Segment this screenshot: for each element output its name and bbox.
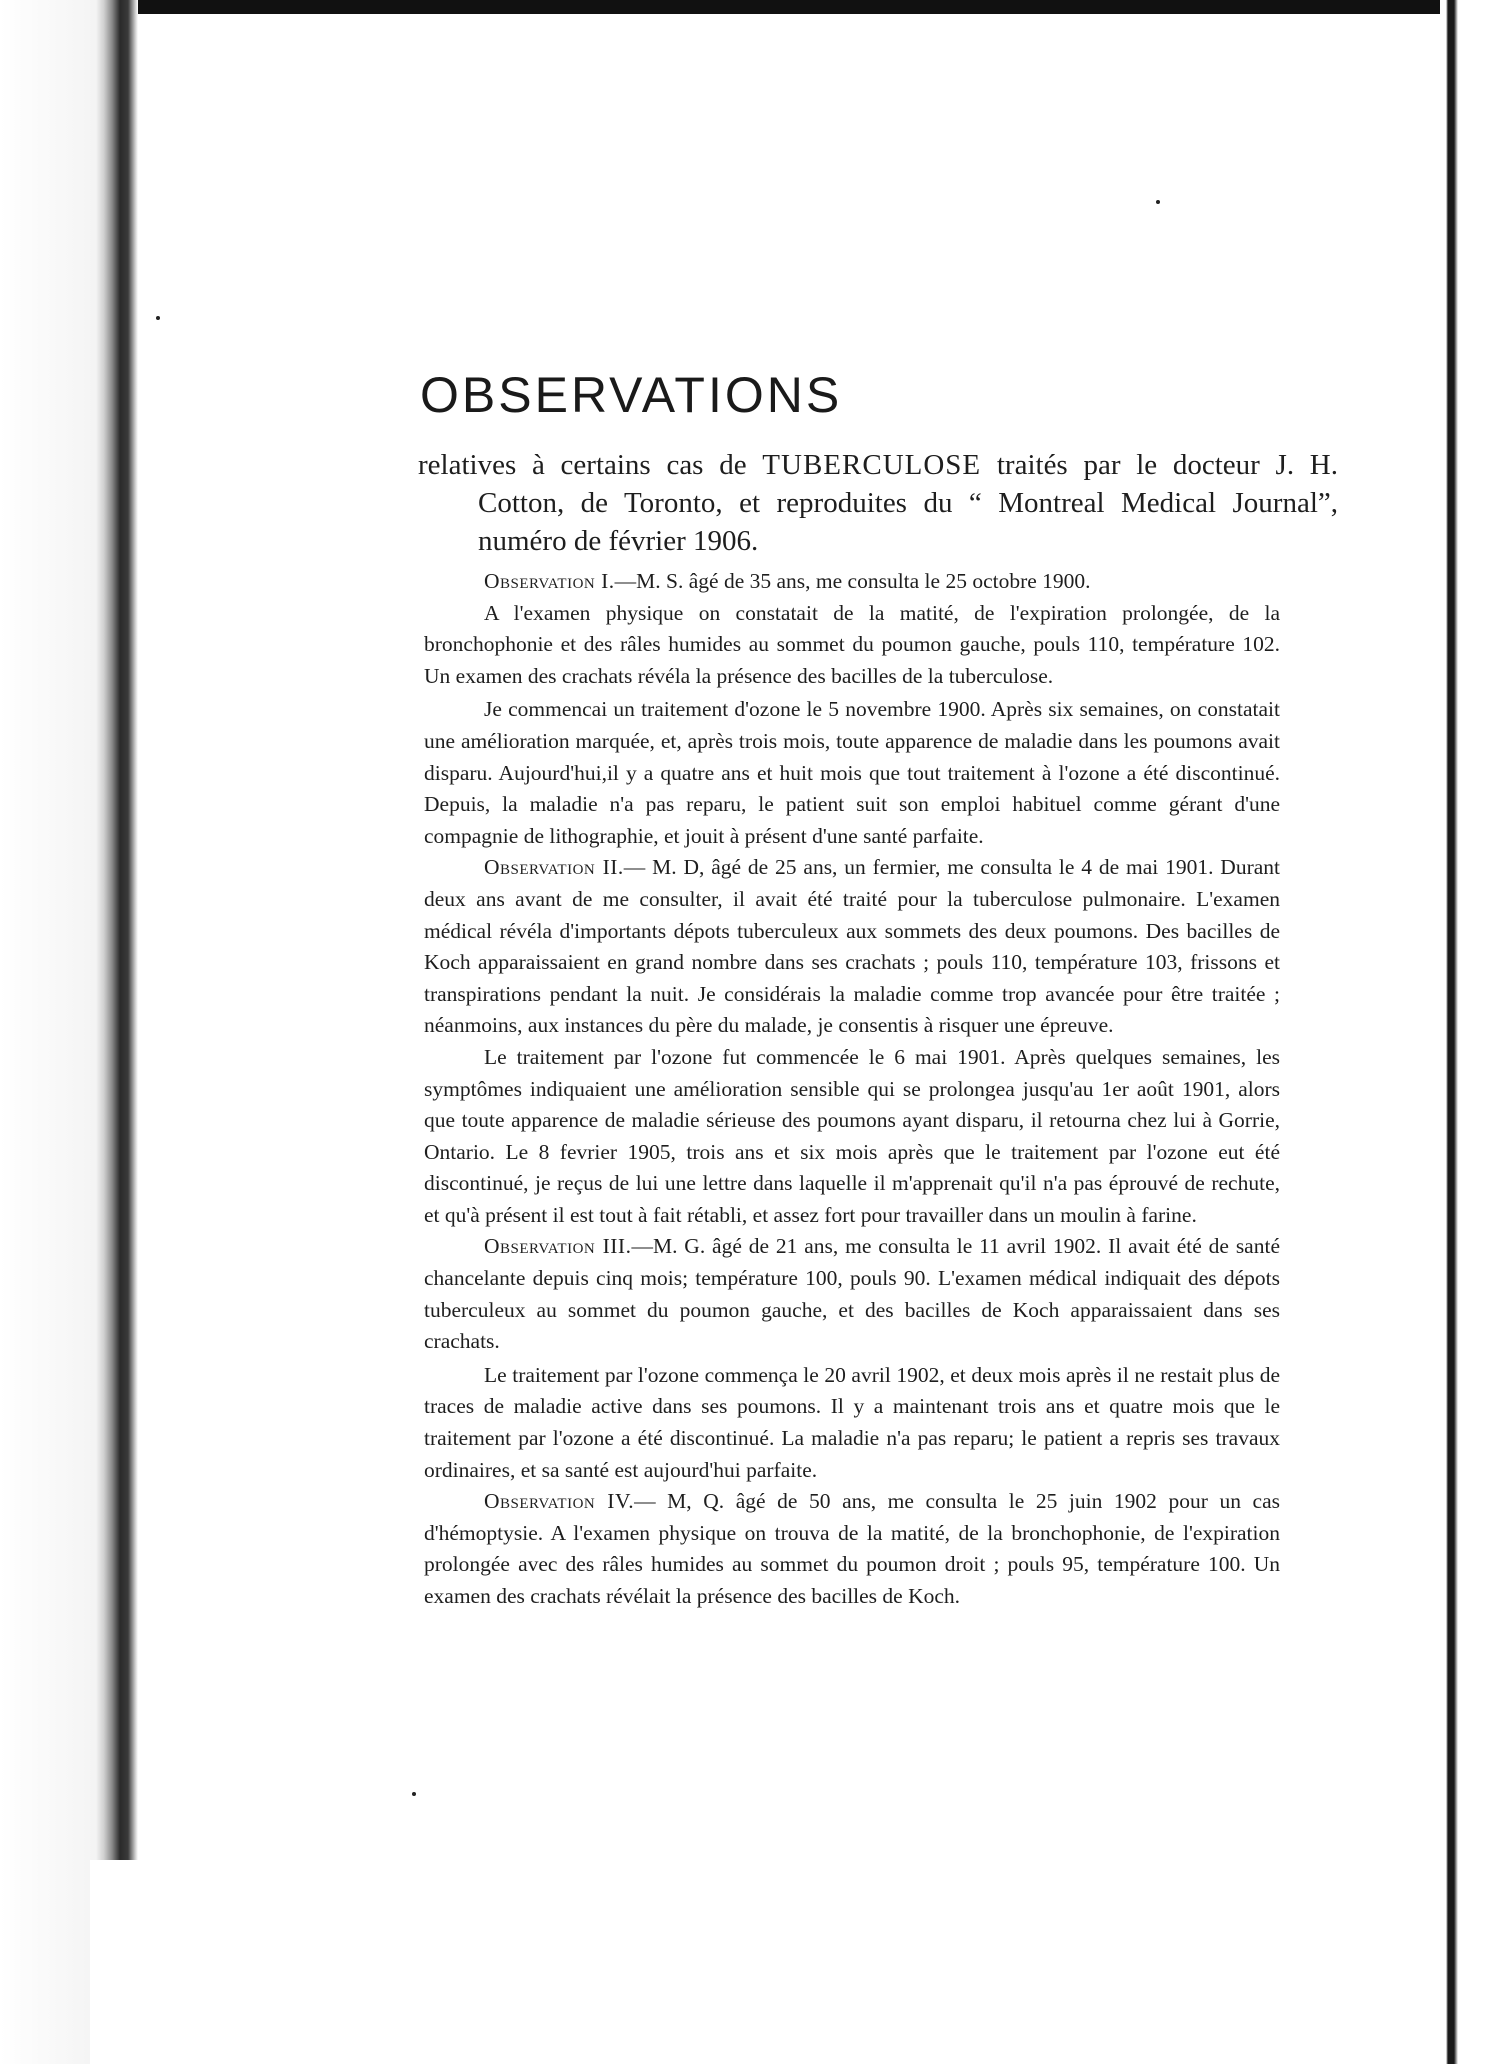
page-subtitle: [418, 446, 1338, 560]
paragraph: [424, 694, 1280, 852]
scan-top-edge: [0, 0, 1488, 14]
paragraph: [424, 852, 1280, 1042]
subtitle-keyword: TUBERCULOSE: [762, 449, 982, 481]
scan-speck: [156, 316, 160, 320]
scan-left-edge: [0, 0, 138, 2064]
scan-right-edge: [1440, 0, 1488, 2064]
paragraph-text: — M, Q. âgé de 50 ans, me consulta le 25 juin 1902 pour un cas d'hémoptysie. A l'examen physique on trouva de la matité, de la bronchophonie, de l'expiration prolongée avec des râles humides au sommet du poumon droit ; pouls 95, température 100. Un examen des crachats révélait la présence des bacilles de Koch.: [424, 1489, 1281, 1608]
subtitle-lead: relatives à certains cas de: [418, 449, 763, 481]
paragraph: [424, 598, 1280, 693]
scan-speck: [1156, 200, 1160, 204]
paragraph: [424, 1486, 1280, 1612]
scan-left-edge-fade: [90, 1860, 138, 2064]
paragraph: [424, 566, 1280, 598]
paragraph: [424, 1042, 1280, 1232]
paragraph: [424, 1360, 1280, 1486]
page-title: OBSERVATIONS: [420, 367, 843, 423]
paragraph-text: Je commencai un traitement d'ozone le 5 novembre 1900. Après six semaines, on constatait une amélioration marquée, et, après trois mois, toute apparence de maladie dans les poumons avait disparu. Aujourd'hui,il y a quatre ans et huit mois que tout traitement à l'ozone a été discontinué. Depuis, la maladie n'a pas reparu, le patient suit son emploi habituel comme gérant d'une compagnie de lithographie, et jouit à présent d'une santé parfaite.: [424, 697, 1280, 848]
paragraph-text: A l'examen physique on constatait de la matité, de l'expiration prolongée, de la bronchophonie et des râles humides au sommet du poumon gauche, pouls 110, température 102. Un examen des crachats révéla la présence des bacilles de la tuberculose.: [424, 600, 1280, 688]
scan-speck: [412, 1792, 416, 1796]
observation-heading: Observation I.: [484, 569, 615, 593]
paragraph-text: —M. S. âgé de 35 ans, me consulta le 25 octobre 1900.: [614, 569, 1091, 593]
paragraph-text: — M. D, âgé de 25 ans, un fermier, me consulta le 4 de mai 1901. Durant deux ans avant de me consulter, il avait été traité pour la tuberculose pulmonaire. L'examen médical révéla d'importants dépots tuberculeux aux sommets des deux poumons. Des bacilles de Koch apparaissaient en grand nombre dans ses crachats ; pouls 110, température 103, frissons et transpirations pendant la nuit. Je considérais la maladie comme trop avancée pour être traitée ; néanmoins, aux instances du père du malade, je consentis à risquer une épreuve.: [424, 855, 1280, 1038]
paragraph: [424, 1231, 1280, 1357]
observations-body: [424, 566, 1280, 1613]
subtitle-rest: traités par le docteur J. H. Cotton, de Toronto, et reproduites du “ Montreal Medical Journal”, numéro de février 1906.: [478, 449, 1338, 557]
observation-heading: Observation IV.: [484, 1489, 635, 1514]
paragraph-text: Le traitement par l'ozone commença le 20 avril 1902, et deux mois après il ne restait plus de traces de maladie active dans ses poumons. Il y a maintenant trois ans et quatre mois que le traitement par l'ozone a été discontinué. La maladie n'a pas reparu; le patient a repris ses travaux ordinaires, et sa santé est aujourd'hui parfaite.: [424, 1362, 1280, 1482]
paragraph-text: Le traitement par l'ozone fut commencée le 6 mai 1901. Après quelques semaines, les symptômes indiquaient une amélioration sensible qui se prolongea jusqu'au 1er août 1901, alors que toute apparence de maladie sérieuse des poumons ayant disparu, il retourna chez lui à Gorrie, Ontario. Le 8 fevrier 1905, trois ans et six mois après que le traitement par l'ozone eut été discontinué, je reçus de lui une lettre dans laquelle il m'apprenait qu'il n'a pas éprouvé de rechute, et qu'à présent il est tout à fait rétabli, et assez fort pour travailler dans un moulin à farine.: [424, 1044, 1280, 1227]
paragraph-text: —M. G. âgé de 21 ans, me consulta le 11 avril 1902. Il avait été de santé chancelante depuis cinq mois; température 100, pouls 90. L'examen médical indiquait des dépots tuberculeux au sommet du poumon gauche, et des bacilles de Koch apparaissaient dans ses crachats.: [424, 1234, 1280, 1354]
observation-heading: Observation II.: [484, 855, 624, 880]
observation-heading: Observation III.: [484, 1234, 632, 1259]
